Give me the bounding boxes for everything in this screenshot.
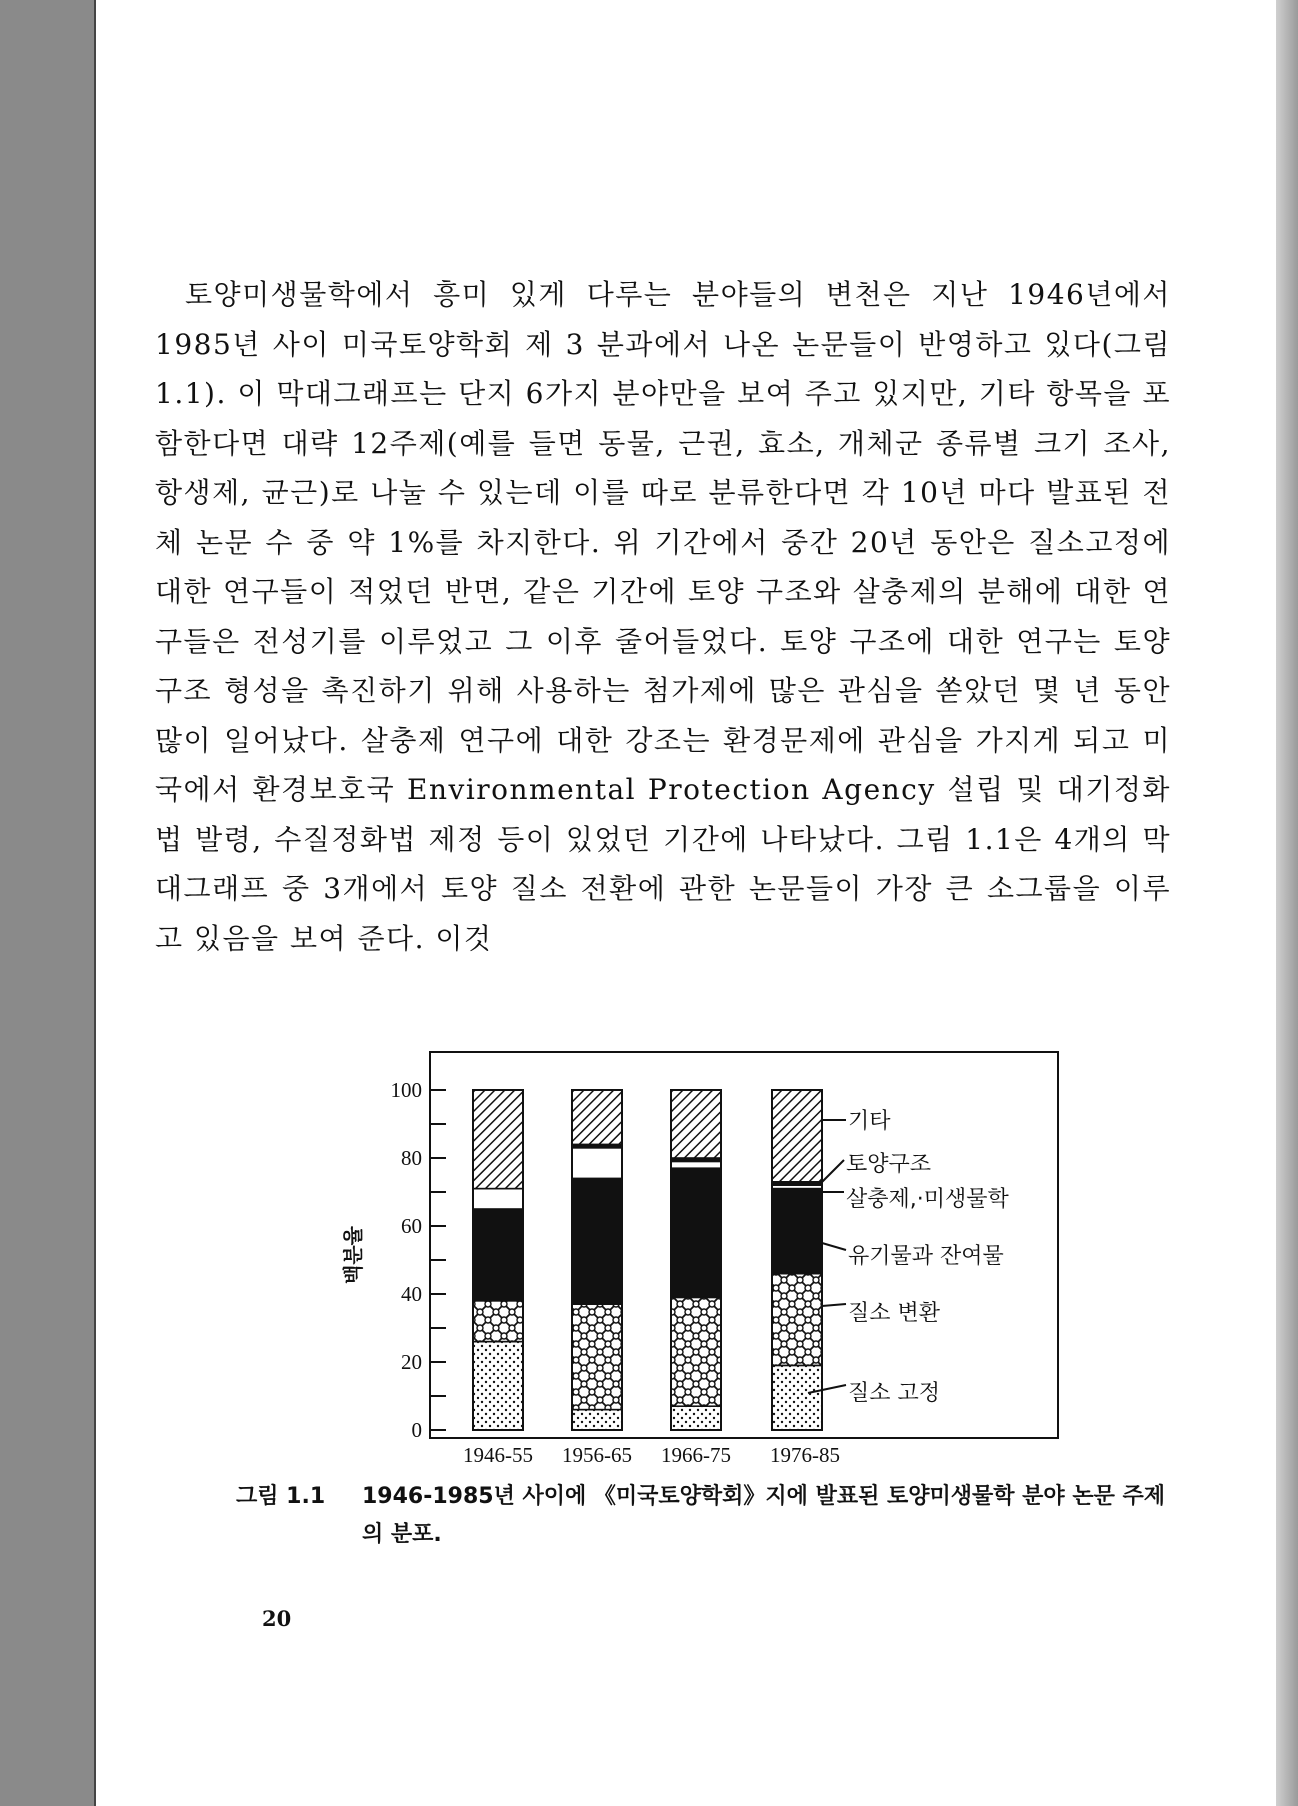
bar-segment [772, 1365, 822, 1430]
legend-label: 살충제,·미생물학 [846, 1187, 1009, 1212]
x-tick-label: 1976-85 [770, 1443, 840, 1467]
bar-segment [572, 1090, 622, 1144]
bar-segment [473, 1209, 523, 1301]
bar-segment [671, 1161, 721, 1168]
legend-leader-line [822, 1243, 846, 1250]
x-tick-label: 1956-65 [562, 1443, 632, 1467]
caption-label: 그림 1.1 [236, 1484, 326, 1509]
y-tick-label: 100 [390, 1078, 422, 1102]
bar-segment [671, 1090, 721, 1158]
bar-segment [473, 1189, 523, 1209]
x-tick-label: 1946-55 [463, 1443, 533, 1467]
y-tick-label: 20 [401, 1350, 422, 1374]
bars [473, 1090, 822, 1430]
legend [808, 1109, 1009, 1406]
bar-segment [772, 1090, 822, 1182]
bar-segment [572, 1304, 622, 1409]
bar-segment [473, 1301, 523, 1342]
legend-label: 토양구조 [846, 1152, 932, 1177]
legend-label: 질소 고정 [848, 1381, 941, 1406]
bar-segment [572, 1178, 622, 1304]
bar-segment [572, 1410, 622, 1430]
x-axis-labels [463, 1443, 840, 1467]
figure-caption [236, 1478, 1176, 1554]
page-number: 20 [262, 1606, 292, 1631]
caption-text: 1946-1985년 사이에 《미국토양학회》지에 발표된 토양미생물학 분야 논문 주제의 분포. [362, 1484, 1166, 1547]
bar-segment [473, 1090, 523, 1189]
legend-label: 기타 [848, 1109, 891, 1134]
y-tick-label: 40 [401, 1282, 422, 1306]
y-tick-label: 80 [401, 1146, 422, 1170]
y-axis [391, 1078, 447, 1442]
legend-leader-line [822, 1304, 846, 1306]
y-axis-label: 백분율 [341, 1226, 365, 1284]
bar-segment [772, 1189, 822, 1274]
bar-segment [772, 1274, 822, 1366]
bar-segment [671, 1297, 721, 1406]
legend-leader-line [822, 1160, 844, 1182]
bar-segment [473, 1342, 523, 1430]
bar-segment [671, 1168, 721, 1297]
x-tick-label: 1966-75 [661, 1443, 731, 1467]
bar-segment [572, 1148, 622, 1179]
y-tick-label: 0 [411, 1418, 422, 1442]
body-paragraph: 토양미생물학에서 흥미 있게 다루는 분야들의 변천은 지난 1946년에서 1985년 사이 미국토양학회 제 3 분과에서 나온 논문들이 반영하고 있다(그림 1.1). 이 막대그래프는 단지 6가지 분야만을 보여 주고 있지만, 기타 항목을 포함한다면 대략 12주제(예를 들면 동물, 근권, 효소, 개체군 종류별 크기 조사, 항생제, 균근)로 나눌 수 있는데 이를 따로 분류한다면 각 10년 마다 발표된 전체 논문 수 중 약 1%를 차지한다. 위 기간에서 중간 20년 동안은 질소고정에 대한 연구들이 적었던 반면, 같은 기간에 토양 구조와 살충제의 분해에 대한 연구들은 전성기를 이루었고 그 이후 줄어들었다. 토양 구조에 대한 연구는 토양 구조 형성을 촉진하기 위해 사용하는 첨가제에 많은 관심을 쏟았던 몇 년 동안 많이 일어났다. 살충제 연구에 대한 강조는 환경문제에 관심을 가지게 되고 미국에서 환경보호국 Environmental Protection Agency 설립 및 대기정화법 발령, 수질정화법 제정 등이 있었던 기간에 나타났다. 그림 1.1은 4개의 막대그래프 중 3개에서 토양 질소 전환에 관한 논문들이 가장 큰 소그룹을 이루고 있음을 보여 준다. 이것 [155, 278, 1171, 955]
y-tick-label: 60 [401, 1214, 422, 1238]
bar-segment [671, 1406, 721, 1430]
legend-label: 질소 변환 [848, 1301, 941, 1326]
legend-label: 유기물과 잔여물 [848, 1244, 1004, 1269]
